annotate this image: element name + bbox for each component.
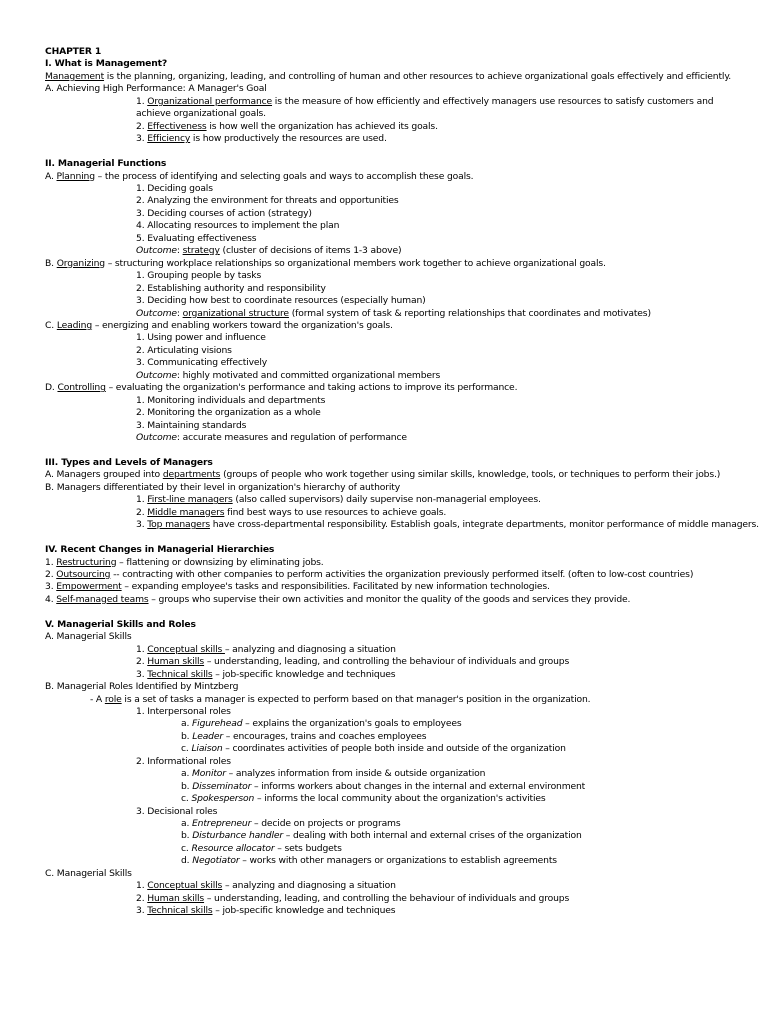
term: Planning xyxy=(56,170,95,182)
subsection-heading: B. Organizing – structuring workplace relationships so organizational members work together to achieve organizational goals. xyxy=(45,257,606,269)
list-item: 1. Deciding goals xyxy=(136,182,213,194)
list-item: 1. First-line managers (also called supervisors) daily supervise non-managerial employees. xyxy=(136,494,541,506)
list-item: 1. Restructuring – flattening or downsizing by eliminating jobs. xyxy=(45,556,324,568)
list-item: 3. Deciding courses of action (strategy) xyxy=(136,207,312,219)
outcome-line: Outcome: strategy (cluster of decisions of items 1-3 above) xyxy=(136,245,402,257)
list-item: 3. Communicating effectively xyxy=(136,357,268,369)
spacer xyxy=(45,146,745,158)
definition-line: Management is the planning, organizing, leading, and controlling of human and other resources to achieve organizational goals effectively and efficiently. xyxy=(45,70,732,82)
term: First-line managers xyxy=(147,494,233,506)
spacer xyxy=(45,532,745,544)
section-heading: I. What is Management? xyxy=(45,58,168,70)
role-group-title: 1. Interpersonal roles xyxy=(136,705,231,717)
term: role xyxy=(104,693,122,705)
list-item: 3. Technical skills – job-specific knowledge and techniques xyxy=(136,905,396,917)
term: Human skills xyxy=(147,892,205,904)
term: Controlling xyxy=(57,382,106,394)
chapter-title: CHAPTER 1 xyxy=(45,46,102,57)
subsection-heading: B. Managerial Roles Identified by Mintzberg xyxy=(45,681,239,693)
list-item: 3. Empowerment – expanding employee's tasks and responsibilities. Facilitated by new information technologies. xyxy=(45,581,550,593)
role-item: b. Leader – encourages, trains and coaches employees xyxy=(181,730,427,742)
list-item: 2. Outsourcing -- contracting with other companies to perform activities the organization previously performed itself. (often to low-cost countries) xyxy=(45,568,694,580)
role-group-title: 2. Informational roles xyxy=(136,755,231,767)
section-heading: II. Managerial Functions xyxy=(45,158,167,170)
list-item: 3. Top managers have cross-departmental responsibility. Establish goals, integrate departments, monitor performance of middle managers. xyxy=(136,519,759,531)
role-item: b. Disseminator – informs workers about changes in the internal and external environment xyxy=(181,780,586,792)
term: Empowerment xyxy=(56,581,122,593)
term: departments xyxy=(162,469,221,481)
list-item: 5. Evaluating effectiveness xyxy=(136,232,257,244)
term: Efficiency xyxy=(147,133,191,145)
subsection-heading: C. Leading – energizing and enabling workers toward the organization's goals. xyxy=(45,319,393,331)
outcome-line: Outcome: highly motivated and committed organizational members xyxy=(136,369,441,381)
role-item: a. Figurehead – explains the organization's goals to employees xyxy=(181,718,462,730)
section-heading: III. Types and Levels of Managers xyxy=(45,456,213,468)
term: Human skills xyxy=(147,656,205,668)
list-item: 2. Human skills – understanding, leading, and controlling the behaviour of individuals and groups xyxy=(136,892,570,904)
list-item: 1. Monitoring individuals and departments xyxy=(136,394,326,406)
term: Organizing xyxy=(56,257,105,269)
term: organizational structure xyxy=(182,307,289,319)
list-item: 4. Allocating resources to implement the plan xyxy=(136,220,340,232)
term: Outsourcing xyxy=(56,568,111,580)
role-item: a. Monitor – analyzes information from inside & outside organization xyxy=(181,768,486,780)
list-item: 3. Efficiency is how productively the resources are used. xyxy=(136,133,387,145)
section-heading: IV. Recent Changes in Managerial Hierarchies xyxy=(45,544,275,556)
term: Management xyxy=(45,70,105,82)
subsection-heading: A. Managers grouped into departments (groups of people who work together using similar skills, knowledge, tools, or techniques to perform their jobs.) xyxy=(45,469,721,481)
term: Conceptual skills xyxy=(147,643,225,655)
list-item: 2. Monitoring the organization as a whole xyxy=(136,407,321,419)
section-heading: V. Managerial Skills and Roles xyxy=(45,618,196,630)
term: Technical skills xyxy=(147,905,213,917)
term: Self-managed teams xyxy=(56,593,149,605)
list-item: 2. Human skills – understanding, leading, and controlling the behaviour of individuals and groups xyxy=(136,656,570,668)
subsection-heading: A. Planning – the process of identifying and selecting goals and ways to accomplish these goals. xyxy=(45,170,474,182)
role-item: b. Disturbance handler – dealing with both internal and external crises of the organization xyxy=(181,830,582,842)
role-item: c. Spokesperson – informs the local community about the organization's activities xyxy=(181,793,546,805)
list-item: 1. Grouping people by tasks xyxy=(136,270,262,282)
term: Restructuring xyxy=(56,556,117,568)
list-item: 2. Middle managers find best ways to use resources to achieve goals. xyxy=(136,506,447,518)
list-item: 1. Conceptual skills – analyzing and diagnosing a situation xyxy=(136,643,396,655)
list-item: 2. Establishing authority and responsibility xyxy=(136,282,326,294)
term: Leading xyxy=(56,319,93,331)
list-item: 2. Effectiveness is how well the organization has achieved its goals. xyxy=(136,120,438,132)
list-item: 1. Conceptual skills – analyzing and diagnosing a situation xyxy=(136,880,396,892)
outcome-line: Outcome: accurate measures and regulation of performance xyxy=(136,432,407,444)
list-item: 4. Self-managed teams – groups who supervise their own activities and monitor the quality of the goods and services they provide. xyxy=(45,593,631,605)
subsection-heading: A. Achieving High Performance: A Manager's Goal xyxy=(45,83,267,95)
list-item: 2. Analyzing the environment for threats and opportunities xyxy=(136,195,399,207)
list-item: 2. Articulating visions xyxy=(136,344,232,356)
term: Technical skills xyxy=(147,668,213,680)
role-item: c. Liaison – coordinates activities of people both inside and outside of the organization xyxy=(181,743,566,755)
spacer xyxy=(45,606,745,618)
term: Middle managers xyxy=(147,506,225,518)
role-item: c. Resource allocator – sets budgets xyxy=(181,842,342,854)
role-item: d. Negotiator – works with other managers or organizations to establish agreements xyxy=(181,855,557,867)
list-item: 3. Technical skills – job-specific knowledge and techniques xyxy=(136,668,396,680)
term: Organizational performance xyxy=(147,95,273,107)
term: strategy xyxy=(182,245,220,257)
term: Effectiveness xyxy=(147,120,207,132)
list-item: 3. Maintaining standards xyxy=(136,419,247,431)
list-item: 1. Using power and influence xyxy=(136,332,266,344)
spacer xyxy=(45,444,745,456)
role-definition: - A role is a set of tasks a manager is expected to perform based on that manager's position in the organization. xyxy=(90,693,591,705)
subsection-heading: D. Controlling – evaluating the organization's performance and taking actions to improve its performance. xyxy=(45,382,518,394)
list-item: 1. Organizational performance is the measure of how efficiently and effectively managers use resources to satisfy customers and achieve organizational goals. xyxy=(136,95,714,120)
role-item: a. Entrepreneur – decide on projects or programs xyxy=(181,818,401,830)
outcome-line: Outcome: organizational structure (formal system of task & reporting relationships that coordinates and motivates) xyxy=(136,307,651,319)
role-group-title: 3. Decisional roles xyxy=(136,805,218,817)
document-page xyxy=(45,46,759,918)
subsection-heading: C. Managerial Skills xyxy=(45,867,132,879)
list-item: 3. Deciding how best to coordinate resources (especially human) xyxy=(136,295,426,307)
subsection-heading: B. Managers differentiated by their level in organization's hierarchy of authority xyxy=(45,481,400,493)
term: Top managers xyxy=(147,519,210,531)
subsection-heading: A. Managerial Skills xyxy=(45,631,132,643)
term: Conceptual skills xyxy=(147,880,223,892)
